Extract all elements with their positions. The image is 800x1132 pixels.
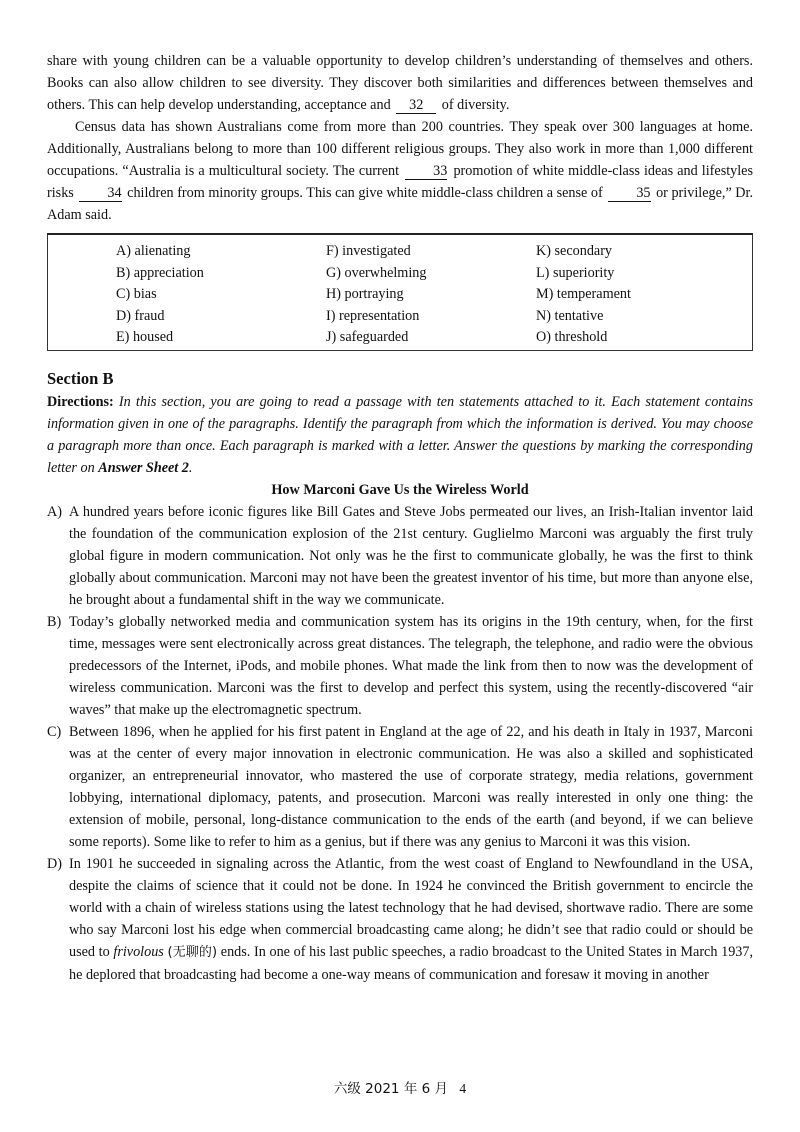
paragraph-letter: B): [47, 614, 62, 630]
word-bank-grid: [116, 241, 746, 349]
word-option: A) alienating: [116, 243, 191, 259]
page-number: 4: [459, 1081, 467, 1096]
word-option: K) secondary: [536, 243, 613, 259]
directions: [47, 391, 753, 479]
blank-32: 32: [396, 97, 436, 114]
word-option: F) investigated: [326, 243, 411, 259]
word-option: L) superiority: [536, 264, 615, 281]
word-option: G) overwhelming: [326, 264, 427, 281]
word-option: M) temperament: [536, 286, 631, 302]
section-title: Section B: [47, 369, 114, 388]
paragraph-letter: D): [47, 856, 62, 872]
blank-34: 34: [79, 185, 121, 202]
paragraph-letter: C): [47, 724, 62, 740]
word-option: C) bias: [116, 286, 157, 302]
word-option: N) tentative: [536, 307, 604, 324]
gloss: (无聊的): [167, 945, 218, 960]
passage-title: How Marconi Gave Us the Wireless World: [271, 482, 529, 498]
paragraph-text: In 1901 he succeeded in signaling across the Atlantic, from the west coast of England to Newfoundland in the USA, despite the claims of science that it could not be done. In 1924 he convinced the British government to encircle the world with a chain of wireless stations using the latest technology that he had devised, shortwave radio. There are some who say Marconi lost his edge when commercial broadcasting came along; he didn’t see that radio could or should be used to: [69, 856, 753, 960]
word-option: H) portraying: [326, 286, 404, 302]
directions-label: Directions:: [47, 394, 114, 410]
paragraph-continued: [0, 50, 800, 116]
paragraph-text: share with young children can be a valuable opportunity to develop children’s understanding of themselves and others. Books can also allow children to see diversity. They discover both similarities and differences between themselves and others. This can help develop understanding, acceptance and: [47, 53, 753, 113]
word-option: O) threshold: [536, 329, 608, 345]
blank-35: 35: [608, 185, 650, 202]
word-option: I) representation: [326, 307, 420, 324]
exam-label: 六级 2021 年 6 月: [333, 1081, 448, 1097]
directions-end: .: [188, 460, 193, 476]
italic-word: frivolous: [113, 944, 164, 960]
paragraph-text: Between 1896, when he applied for his first patent in England at the age of 22, and his death in Italy in 1937, Marconi was at the center of every major innovation in electronic communication. He was also a skilled and sophisticated organizer, an entrepreneurial innovator, who mastered the use of corporate strategy, media relations, government lobbying, international diplomacy, patents, and prosecution. Marconi was really interested in only one thing: the extension of mobile, personal, long-distance communication to the ends of the earth (and beyond, if we can believe some reports). Some like to refer to him as a genius, but if there was any genius to Marconi it was this vision.: [69, 724, 753, 850]
answer-sheet-label: Answer Sheet 2: [98, 460, 189, 476]
blank-33: 33: [405, 163, 447, 180]
directions-text: In this section, you are going to read a passage with ten statements attached to it. Each statement contains information given in one of the paragraphs. Identify the paragraph from which the information is derived. You may choose a paragraph more than once. Each paragraph is marked with a letter. Answer the questions by marking the corresponding letter on: [47, 394, 753, 476]
word-bank-box: [47, 233, 753, 351]
passage-paragraph-a: [0, 501, 800, 611]
passage-paragraph-b: [0, 611, 800, 721]
paragraph-text: ends. In one of his last public speeches, a radio broadcast to the United States in March 1937, he deplored that broadcasting had become a one-way means of communication and foresaw it moving in another: [69, 944, 754, 983]
passage-paragraph-d: [0, 853, 800, 986]
paragraph-text: of diversity.: [441, 97, 510, 113]
paragraph-text: Census data has shown Australians come from more than 200 countries. They speak over 300 languages at home. Additionally, Australians belong to more than 100 different religious groups. They also work in more than 1,000 different occupations. “Australia is a multicultural society. The current: [47, 119, 753, 179]
paragraph-text: A hundred years before iconic figures like Bill Gates and Steve Jobs permeated our lives, an Irish-Italian inventor laid the foundation of the communication explosion of the 21st century. Guglielmo Marconi was arguably the first truly global figure in modern communication. Not only was he the first to communicate globally, he was the first to think globally about communication. Marconi may not have been the greatest inventor of his time, but more than anyone else, he brought about a fundamental shift in the way we communicate.: [69, 504, 753, 608]
paragraph-census: [0, 116, 800, 226]
paragraph-text: children from minority groups. This can give white middle-class children a sense of: [127, 185, 603, 201]
paragraph-text: Today’s globally networked media and communication system has its origins in the 19th century, when, for the first time, messages were sent electronically across great distances. The telegraph, the telephone, and radio were the obvious predecessors of the Internet, iPods, and mobile phones. What made the link from then to now was the development of wireless communication. Marconi was the first to develop and perfect this system, using the recently-discovered “air waves” that make up the electromagnetic spectrum.: [69, 614, 753, 718]
word-option: J) safeguarded: [326, 329, 409, 345]
paragraph-text: promotion of white middle-class ideas and lifestyles risks: [47, 163, 754, 201]
word-option: D) fraud: [116, 307, 165, 324]
passage-paragraph-c: [0, 721, 800, 853]
paragraph-letter: A): [47, 504, 62, 520]
page-footer: [0, 1079, 800, 1099]
paragraph-text: or privilege,” Dr. Adam said.: [47, 185, 754, 223]
word-option: E) housed: [116, 329, 174, 345]
word-option: B) appreciation: [116, 264, 204, 281]
